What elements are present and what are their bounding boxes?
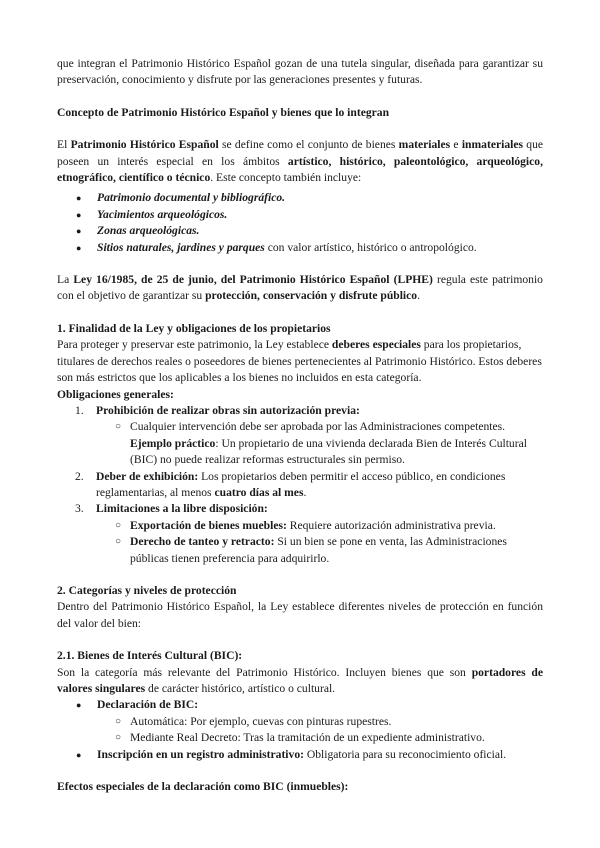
list-item: ● Zonas arqueológicas. <box>57 223 543 239</box>
efectos-heading: Efectos especiales de la declaración como BIC (inmuebles): <box>57 780 349 794</box>
document-page <box>57 56 543 795</box>
list-item: ○ Cualquier intervención debe ser aprobada por las Administraciones competentes. <box>57 419 543 435</box>
section-1-heading: 1. Finalidad de la Ley y obligaciones de los propietarios <box>57 321 331 335</box>
list-item: ● Yacimientos arqueológicos. <box>57 207 543 223</box>
list-item: 2. Deber de exhibición: Los propietarios deben permitir el acceso público, en condiciones reglamentarias, al menos cuatro días al mes. <box>75 469 506 499</box>
intro-paragraph: que integran el Patrimonio Histórico Español gozan de una tutela singular, diseñada para garantizar su preservación, conocimiento y disfrute por las generaciones presentes y futuras. <box>57 57 543 87</box>
list-item: ● Patrimonio documental y bibliográfico. <box>57 190 543 206</box>
list-item: ● Declaración de BIC: <box>57 697 543 713</box>
list-item: 1. Prohibición de realizar obras sin autorización previa: <box>75 403 360 417</box>
section-2-paragraph: Dentro del Patrimonio Histórico Español, la Ley establece diferentes niveles de protección en función del valor del bien: <box>57 600 543 630</box>
list-item: Ejemplo práctico: Un propietario de una vivienda declarada Bien de Interés Cultural (BIC) no puede realizar reformas estructurales sin permiso. <box>130 436 527 467</box>
bic-list <box>57 697 543 763</box>
list-item: ○ Derecho de tanteo y retracto: Si un bien se pone en venta, las Administraciones públicas tienen preferencia para adquirirlo. <box>57 534 543 567</box>
section-2-heading: 2. Categorías y niveles de protección <box>57 583 237 597</box>
list-item: ○ Automática: Por ejemplo, cuevas con pinturas rupestres. <box>57 714 543 730</box>
concepto-heading: Concepto de Patrimonio Histórico Español y bienes que lo integran <box>57 105 390 119</box>
obligaciones-heading: Obligaciones generales: <box>57 387 174 401</box>
list-item: ○ Exportación de bienes muebles: Requiere autorización administrativa previa. <box>57 518 543 534</box>
section-2-1-heading: 2.1. Bienes de Interés Cultural (BIC): <box>57 649 243 663</box>
list-item: 3. Limitaciones a la libre disposición: <box>75 502 268 516</box>
obligaciones-list <box>57 403 543 567</box>
concepto-paragraph: El Patrimonio Histórico Español se define como el conjunto de bienes materiales e inmateriales que poseen un interés especial en los ámbitos artístico, histórico, paleontológico, arqueológico, etnográfico, científico o técnico. Este concepto también incluye: <box>57 138 544 185</box>
section-2-1-paragraph: Son la categoría más relevante del Patrimonio Histórico. Incluyen bienes que son portadores de valores singulares de carácter histórico, artístico o cultural. <box>57 665 543 695</box>
list-item: ● Inscripción en un registro administrativo: Obligatoria para su reconocimiento oficial. <box>57 747 543 763</box>
ley-paragraph: La Ley 16/1985, de 25 de junio, del Patrimonio Histórico Español (LPHE) regula este patrimonio con el objetivo de garantizar su protección, conservación y disfrute público. <box>57 273 543 303</box>
list-item: ○ Mediante Real Decreto: Tras la tramitación de un expediente administrativo. <box>57 730 543 746</box>
section-1-paragraph: Para proteger y preservar este patrimonio, la Ley establece deberes especiales para los propietarios, titulares de derechos reales o poseedores de bienes pertenecientes al Patrimonio Histórico. Estos deberes son más estrictos que los aplicables a los bienes no incluidos en esta categoría. <box>57 338 542 385</box>
list-item: ● Sitios naturales, jardines y parques con valor artístico, histórico o antropológico. <box>57 240 543 256</box>
concepto-list <box>57 190 543 256</box>
